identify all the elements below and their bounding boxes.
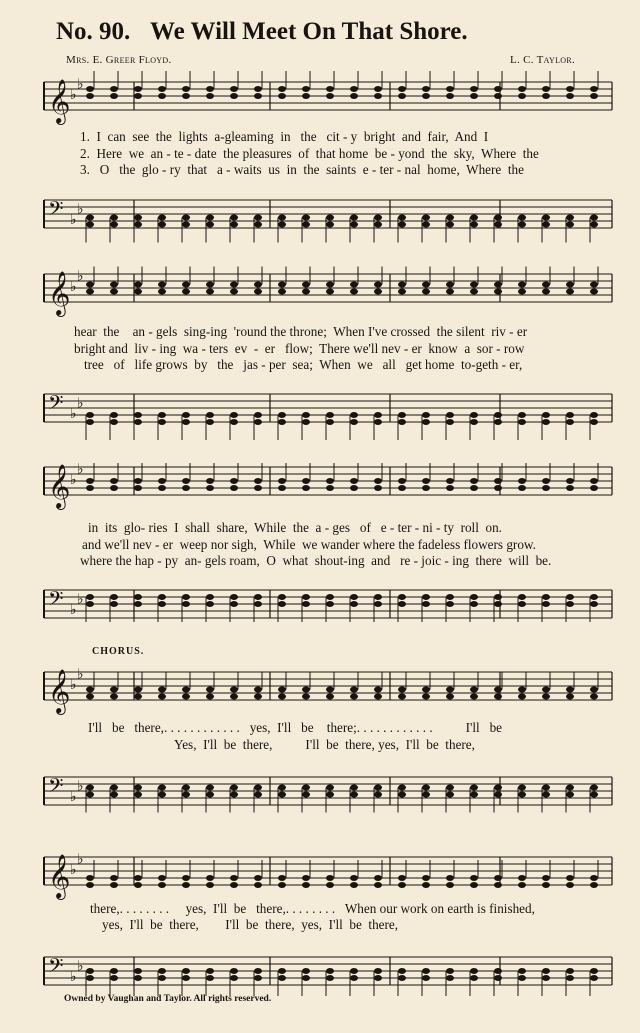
svg-text:𝄞: 𝄞 (48, 271, 71, 315)
lyric-line: 1. I can see the lights a-gleaming in the cit - y bright and fair, And I (80, 129, 489, 144)
svg-text:𝄢: 𝄢 (48, 391, 64, 419)
treble-staff (0, 845, 640, 905)
lyric-line: yes, I'll be there, I'll be there, yes, I'll be there, (102, 917, 399, 932)
hymn-number: No. 90. (56, 18, 131, 45)
lyric-line: 3. O the glo - ry that a - waits us in the saints e - ter - nal home, Where the (80, 162, 524, 177)
svg-text:𝄞: 𝄞 (48, 79, 71, 123)
svg-text:♭: ♭ (77, 851, 84, 868)
treble-staff (0, 660, 640, 720)
treble-staff-graphic (0, 70, 640, 130)
svg-text:♭: ♭ (77, 958, 84, 975)
lyric-line: where the hap - py an- gels roam, O what shout-ing and re - joic - ing there will be. (80, 553, 552, 568)
svg-text:♭: ♭ (70, 279, 77, 295)
lyricist-credit: Mrs. E. Greer Floyd. (66, 54, 172, 66)
hymn-title: We Will Meet On That Shore. (150, 18, 468, 45)
bass-staff-graphic (0, 382, 640, 442)
treble-staff-graphic (0, 262, 640, 322)
treble-staff-graphic (0, 455, 640, 515)
bass-staff (0, 188, 640, 248)
lyric-line: hear the an - gels sing-ing 'round the throne; When I've crossed the silent riv - er (74, 324, 528, 339)
bass-staff-graphic (0, 765, 640, 825)
svg-text:♭: ♭ (77, 666, 84, 683)
chorus-label: CHORUS. (92, 646, 145, 657)
lyric-line: 2. Here we an - te - date the pleasures of that home be - yond the sky, Where the (80, 146, 539, 161)
svg-text:♭: ♭ (70, 406, 77, 422)
svg-text:♭: ♭ (70, 862, 77, 878)
svg-text:♭: ♭ (77, 778, 84, 795)
lyric-line: tree of life grows by the jas - per sea; When we all get home to-geth - er, (84, 357, 523, 372)
treble-staff (0, 455, 640, 515)
lyric-line: bright and liv - ing wa - ters ev - er flow; There we'll nev - er know a sor - row (74, 341, 525, 356)
svg-text:♭: ♭ (77, 395, 84, 412)
svg-text:𝄢: 𝄢 (48, 197, 64, 225)
svg-text:♭: ♭ (77, 591, 84, 608)
lyric-line: in its glo- ries I shall share, While the a - ges of e - ter - ni - ty roll on. (88, 520, 502, 535)
svg-text:𝄢: 𝄢 (48, 954, 64, 982)
svg-text:♭: ♭ (70, 602, 77, 618)
svg-text:♭: ♭ (77, 461, 84, 478)
composer-credit: L. C. Taylor. (510, 54, 576, 66)
svg-text:𝄞: 𝄞 (48, 854, 71, 898)
lyric-line: Yes, I'll be there, I'll be there, yes, I'll be there, (174, 737, 475, 752)
treble-staff (0, 70, 640, 130)
svg-text:♭: ♭ (77, 268, 84, 285)
svg-text:♭: ♭ (70, 472, 77, 488)
svg-text:𝄞: 𝄞 (48, 464, 71, 508)
copyright-footer: Owned by Vaughan and Taylor. All rights reserved. (64, 994, 272, 1004)
svg-text:♭: ♭ (70, 969, 77, 985)
svg-text:𝄢: 𝄢 (48, 587, 64, 615)
lyric-line: there,. . . . . . . . yes, I'll be there,. . . . . . . . When our work on earth is finished, (90, 901, 535, 916)
svg-text:♭: ♭ (70, 212, 77, 228)
svg-text:♭: ♭ (70, 789, 77, 805)
lyric-line: and we'll nev - er weep nor sigh, While we wander where the fadeless flowers grow. (82, 537, 536, 552)
bass-staff (0, 382, 640, 442)
svg-text:𝄞: 𝄞 (48, 669, 71, 713)
bass-staff (0, 765, 640, 825)
svg-text:♭: ♭ (70, 677, 77, 693)
svg-text:♭: ♭ (77, 201, 84, 218)
bass-staff-graphic (0, 188, 640, 248)
bass-staff-graphic (0, 578, 640, 638)
lyric-line: I'll be there,. . . . . . . . . . . . yes, I'll be there;. . . . . . . . . . . . I'll be (88, 720, 503, 735)
treble-staff-graphic (0, 660, 640, 720)
svg-text:♭: ♭ (77, 76, 84, 93)
bass-staff (0, 578, 640, 638)
treble-staff-graphic (0, 845, 640, 905)
svg-text:♭: ♭ (70, 87, 77, 103)
svg-text:𝄢: 𝄢 (48, 774, 64, 802)
treble-staff (0, 262, 640, 322)
